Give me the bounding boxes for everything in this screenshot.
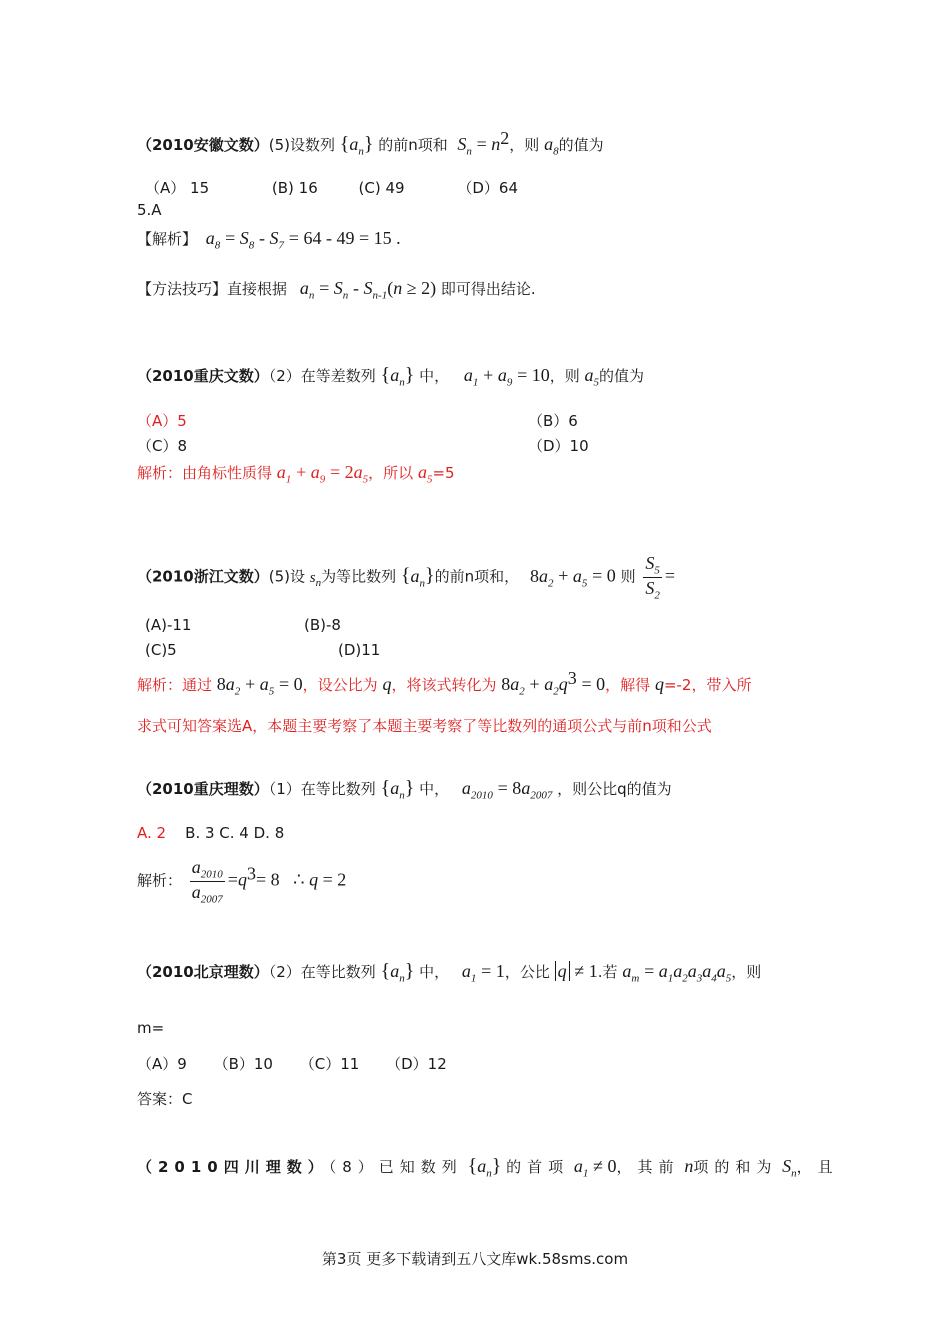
q3-option-a: (A)-11 — [145, 616, 192, 634]
q3-analysis-line2: 求式可知答案选A，本题主要考察了本题主要考察了等比数列的通项公式与前n项和公式 — [137, 717, 712, 735]
q3-stem: （2010浙江文数）(5)设 $s_n$为等比数列 $\{a_n\}$的前n项和， $8a_2 + a_5 = 0$ 则 $\frac{S_5}{S_2}$ = — [137, 553, 676, 602]
q4-source: （2010重庆理数） — [137, 780, 269, 798]
q3-option-c: (C)5 — [145, 641, 177, 659]
q5-stem-line2: m= — [137, 1019, 165, 1037]
q2-analysis: 解析：由角标性质得 $a_1 + a_9 = 2a_5$，所以 $a_5=5$ — [137, 462, 455, 486]
q3-option-d: (D)11 — [338, 641, 381, 659]
page-footer: 第3页 更多下载请到五八文库wk.58sms.com — [321, 1250, 629, 1268]
q2-source: （2010重庆文数） — [137, 367, 269, 385]
q2-option-a: （A）5 — [137, 412, 187, 430]
q3-source: （2010浙江文数） — [137, 567, 269, 586]
q2-stem: （2010重庆文数）（2）在等差数列 $\{a_n\}$ 中， $a_1 + a_9 = 10$，则 $a_5$的值为 — [137, 364, 645, 389]
q2-option-d: （D）10 — [528, 437, 589, 455]
q1-method: 【方法技巧】直接根据 $a_n = S_n - S_{n-1}(n \ge 2)$ 即可得出结论. — [137, 278, 536, 302]
q2-option-c: （C）8 — [137, 437, 188, 455]
q5-options: （A）9 （B）10 （C）11 （D）12 — [137, 1055, 447, 1073]
q1-answer: 5.A — [137, 201, 162, 219]
q5-answer: 答案：C — [137, 1090, 193, 1108]
q6-stem: （2010四川理数）（8）已知数列 $\{a_n\}$ 的首项 $a_1 \ne 0$，其前 n项的和为 $S_n$，且 — [137, 1155, 839, 1180]
q3-option-b: (B)-8 — [304, 616, 341, 634]
q3-analysis: 解析：通过 $8a_2 + a_5 = 0$，设公比为 q，将该式转化为 $8a_2 + a_2q^3 = 0$，解得 q=-2，带入所 — [137, 668, 752, 698]
q1-source: （2010安徽文数） — [137, 136, 269, 154]
q2-option-b: （B）6 — [528, 412, 578, 430]
q6-source: （2010四川理数） — [137, 1158, 329, 1176]
q5-stem: （2010北京理数）（2）在等比数列 $\{a_n\}$ 中， $a_1 = 1$，公比 q ≠ 1.若 $a_m = a_1a_2a_3a_4a_5$，则 — [137, 960, 762, 985]
q1-options: （A） 15 (B) 16 (C) 49 （D）64 — [145, 179, 519, 197]
q4-options: A. 2 B. 3 C. 4 D. 8 — [137, 824, 285, 842]
q4-stem: （2010重庆理数）（1）在等比数列 $\{a_n\}$ 中， $a_{2010} = 8a_{2007}$ ，则公比q的值为 — [137, 777, 672, 802]
q1-stem: （2010安徽文数）(5)设数列 $\{a_n\}$ 的前n项和 $S_n = n^2$，则 $a_8$的值为 — [137, 128, 604, 158]
q4-analysis: 解析： $\frac{a_{2010}}{a_{2007}}$ $=q^3= 8$ ∴ q = 2 — [137, 857, 347, 906]
q5-source: （2010北京理数） — [137, 963, 269, 981]
q1-analysis: 【解析】 $a_8 = S_8 - S_7 = 64 - 49 = 15$ . — [137, 228, 401, 252]
